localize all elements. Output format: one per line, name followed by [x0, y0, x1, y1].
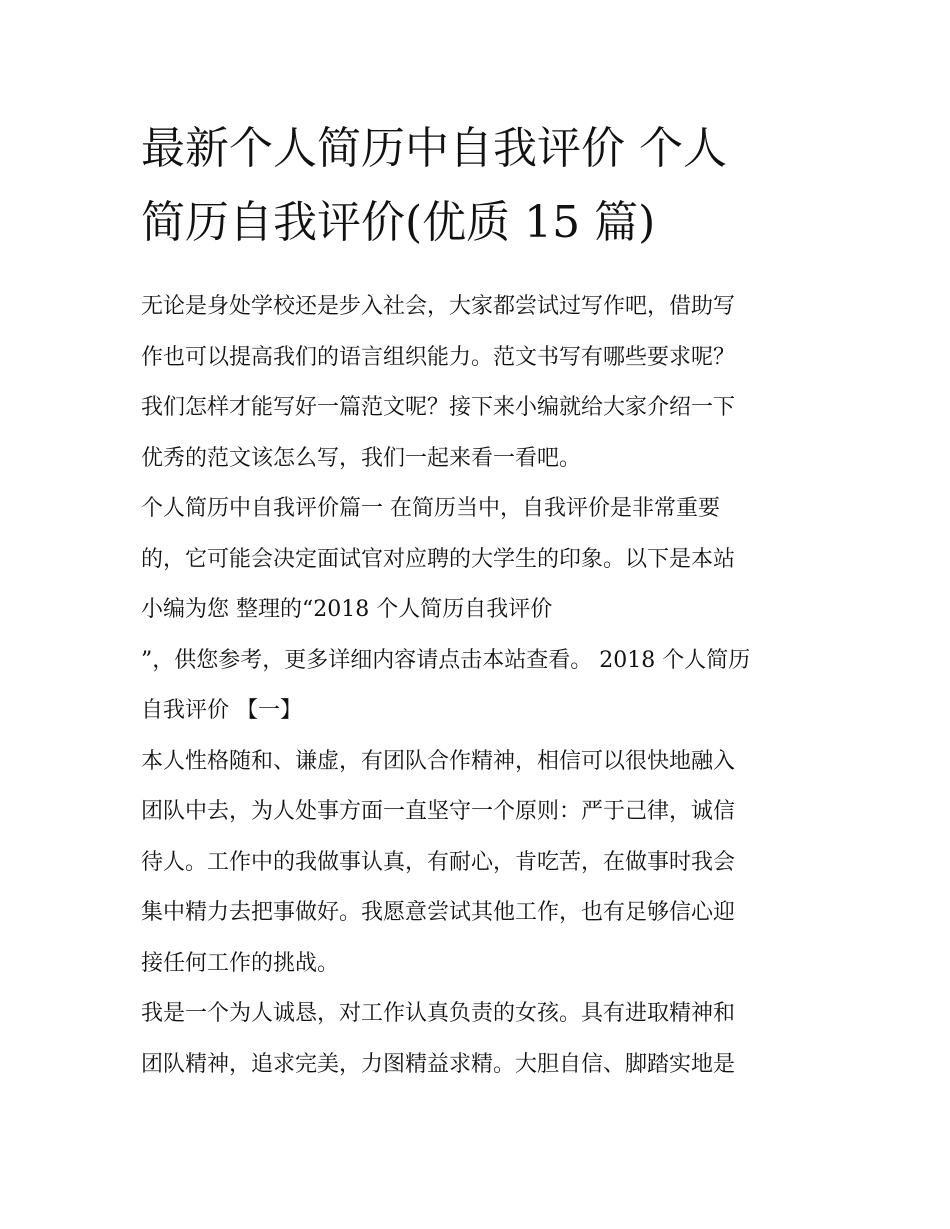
text-line: 待人。工作中的我做事认真，有耐心，肯吃苦，在做事时我会	[141, 849, 736, 875]
text-line: 优秀的范文该怎么写，我们一起来看一看吧。	[141, 445, 582, 471]
text-line: 个人简历中自我评价篇一 在简历当中，自我评价是非常重要	[141, 496, 720, 521]
text-line: 团队精神，追求完美，力图精益求精。大胆自信、脚踏实地是	[141, 1051, 736, 1077]
title-line: 简历自我评价(优质 15 篇)	[141, 197, 656, 248]
document-title	[141, 112, 816, 260]
text-line: 的，它可能会决定面试官对应聘的大学生的印象。以下是本站	[141, 546, 736, 572]
text-line: ”，供您参考，更多详细内容请点击本站查看。 2018 个人简历	[141, 647, 751, 673]
text-line: 集中精力去把事做好。我愿意尝试其他工作，也有足够信心迎	[141, 900, 736, 925]
text-line: 自我评价 【一】	[141, 698, 302, 723]
text-line: 接任何工作的挑战。	[141, 950, 340, 976]
text-line: 无论是身处学校还是步入社会，大家都尝试过写作吧，借助写	[141, 294, 736, 319]
text-line: 作也可以提高我们的语言组织能力。范文书写有哪些要求呢？	[141, 344, 736, 370]
text-line: 我们怎样才能写好一篇范文呢？接下来小编就给大家介绍一下	[141, 395, 736, 420]
text-line: 本人性格随和、谦虚，有团队合作精神，相信可以很快地融入	[141, 748, 736, 774]
body-paragraph	[141, 989, 816, 1090]
document-body	[141, 112, 816, 1090]
text-line: 我是一个为人诚恳，对工作认真负责的女孩。具有进取精神和	[141, 1001, 736, 1026]
title-line: 最新个人简历中自我评价 个人	[141, 123, 727, 174]
text-line: 小编为您 整理的“2018 个人简历自我评价	[141, 597, 553, 622]
intro-paragraph	[141, 282, 816, 484]
body-paragraph	[141, 737, 816, 990]
text-line: 团队中去，为人处事方面一直坚守一个原则：严于己律，诚信	[141, 799, 736, 824]
section-one-paragraph	[141, 484, 816, 737]
